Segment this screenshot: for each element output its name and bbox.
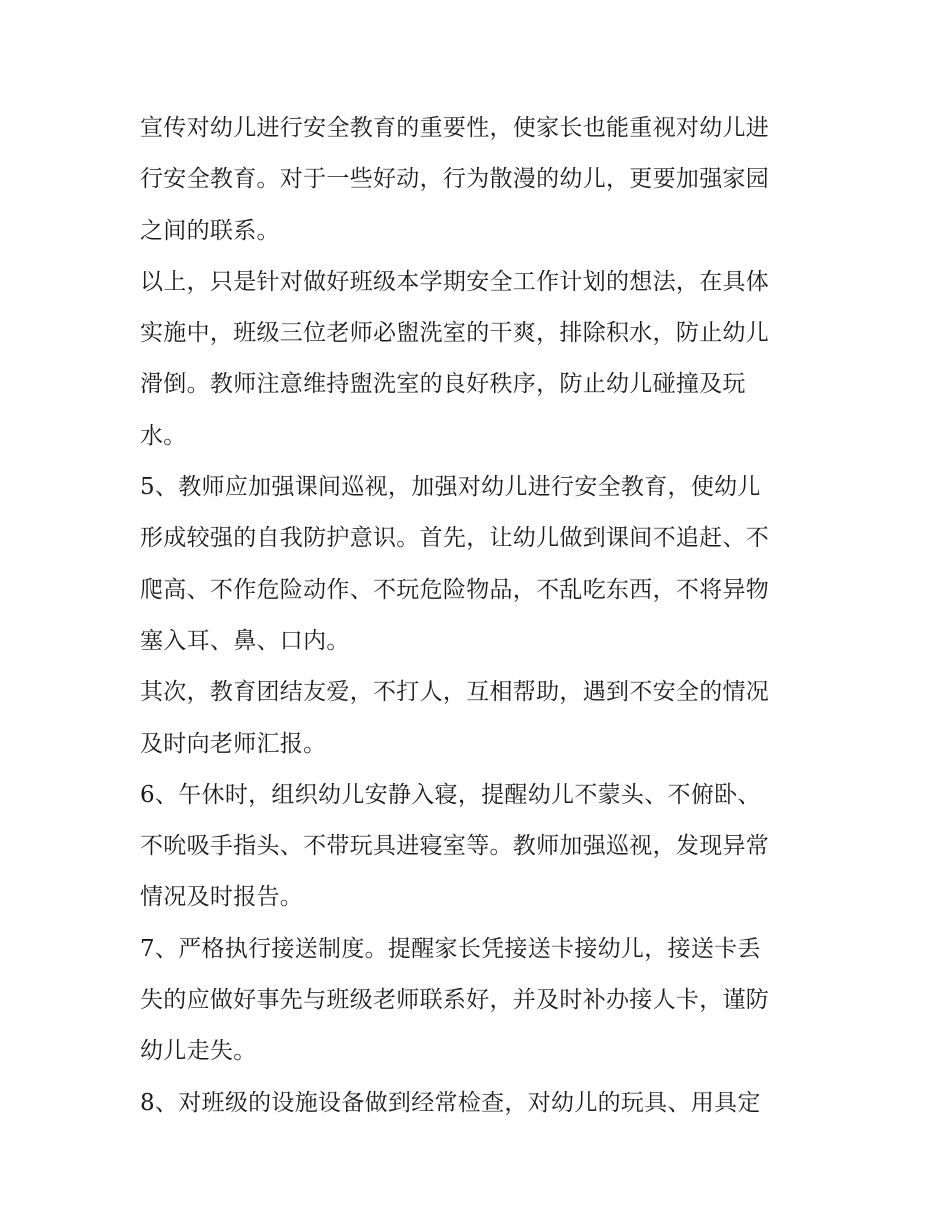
document-body: [140, 103, 820, 1129]
text-line: 8、对班级的设施设备做到经常检查，对幼儿的玩具、用具定: [140, 1089, 761, 1116]
text-line: 失的应做好事先与班级老师联系好，并及时补办接人卡，谨防: [140, 987, 770, 1014]
text-line: 其次，教育团结友爱，不打人，互相帮助，遇到不安全的情况: [140, 679, 770, 706]
text-line: 情况及时报告。: [140, 884, 304, 911]
text-line: 6、午休时，组织幼儿安静入寝，提醒幼儿不蒙头、不俯卧、: [140, 781, 761, 808]
text-line: 滑倒。教师注意维持盥洗室的良好秩序，防止幼儿碰撞及玩: [140, 371, 746, 398]
text-line: 及时向老师汇报。: [140, 730, 327, 757]
text-line: 塞入耳、鼻、口内。: [140, 627, 350, 654]
text-line: 幼儿走失。: [140, 1038, 257, 1065]
text-line: 5、教师应加强课间巡视，加强对幼儿进行安全教育，使幼儿: [140, 474, 761, 501]
text-line: 水。: [140, 422, 187, 449]
text-line: 行安全教育。对于一些好动，行为散漫的幼儿，更要加强家园: [140, 166, 770, 193]
text-line: 之间的联系。: [140, 217, 280, 244]
text-line: 形成较强的自我防护意识。首先，让幼儿做到课间不追赶、不: [140, 525, 770, 552]
text-line: 实施中，班级三位老师必盥洗室的干爽，排除积水，防止幼儿: [140, 320, 770, 347]
text-line: 不吮吸手指头、不带玩具进寝室等。教师加强巡视，发现异常: [140, 833, 770, 860]
text-line: 爬高、不作危险动作、不玩危险物品，不乱吃东西，不将异物: [140, 576, 770, 603]
text-line: 宣传对幼儿进行安全教育的重要性，使家长也能重视对幼儿进: [140, 115, 770, 141]
text-line: 以上，只是针对做好班级本学期安全工作计划的想法，在具体: [140, 268, 770, 295]
text-line: 7、严格执行接送制度。提醒家长凭接送卡接幼儿，接送卡丢: [140, 935, 761, 962]
